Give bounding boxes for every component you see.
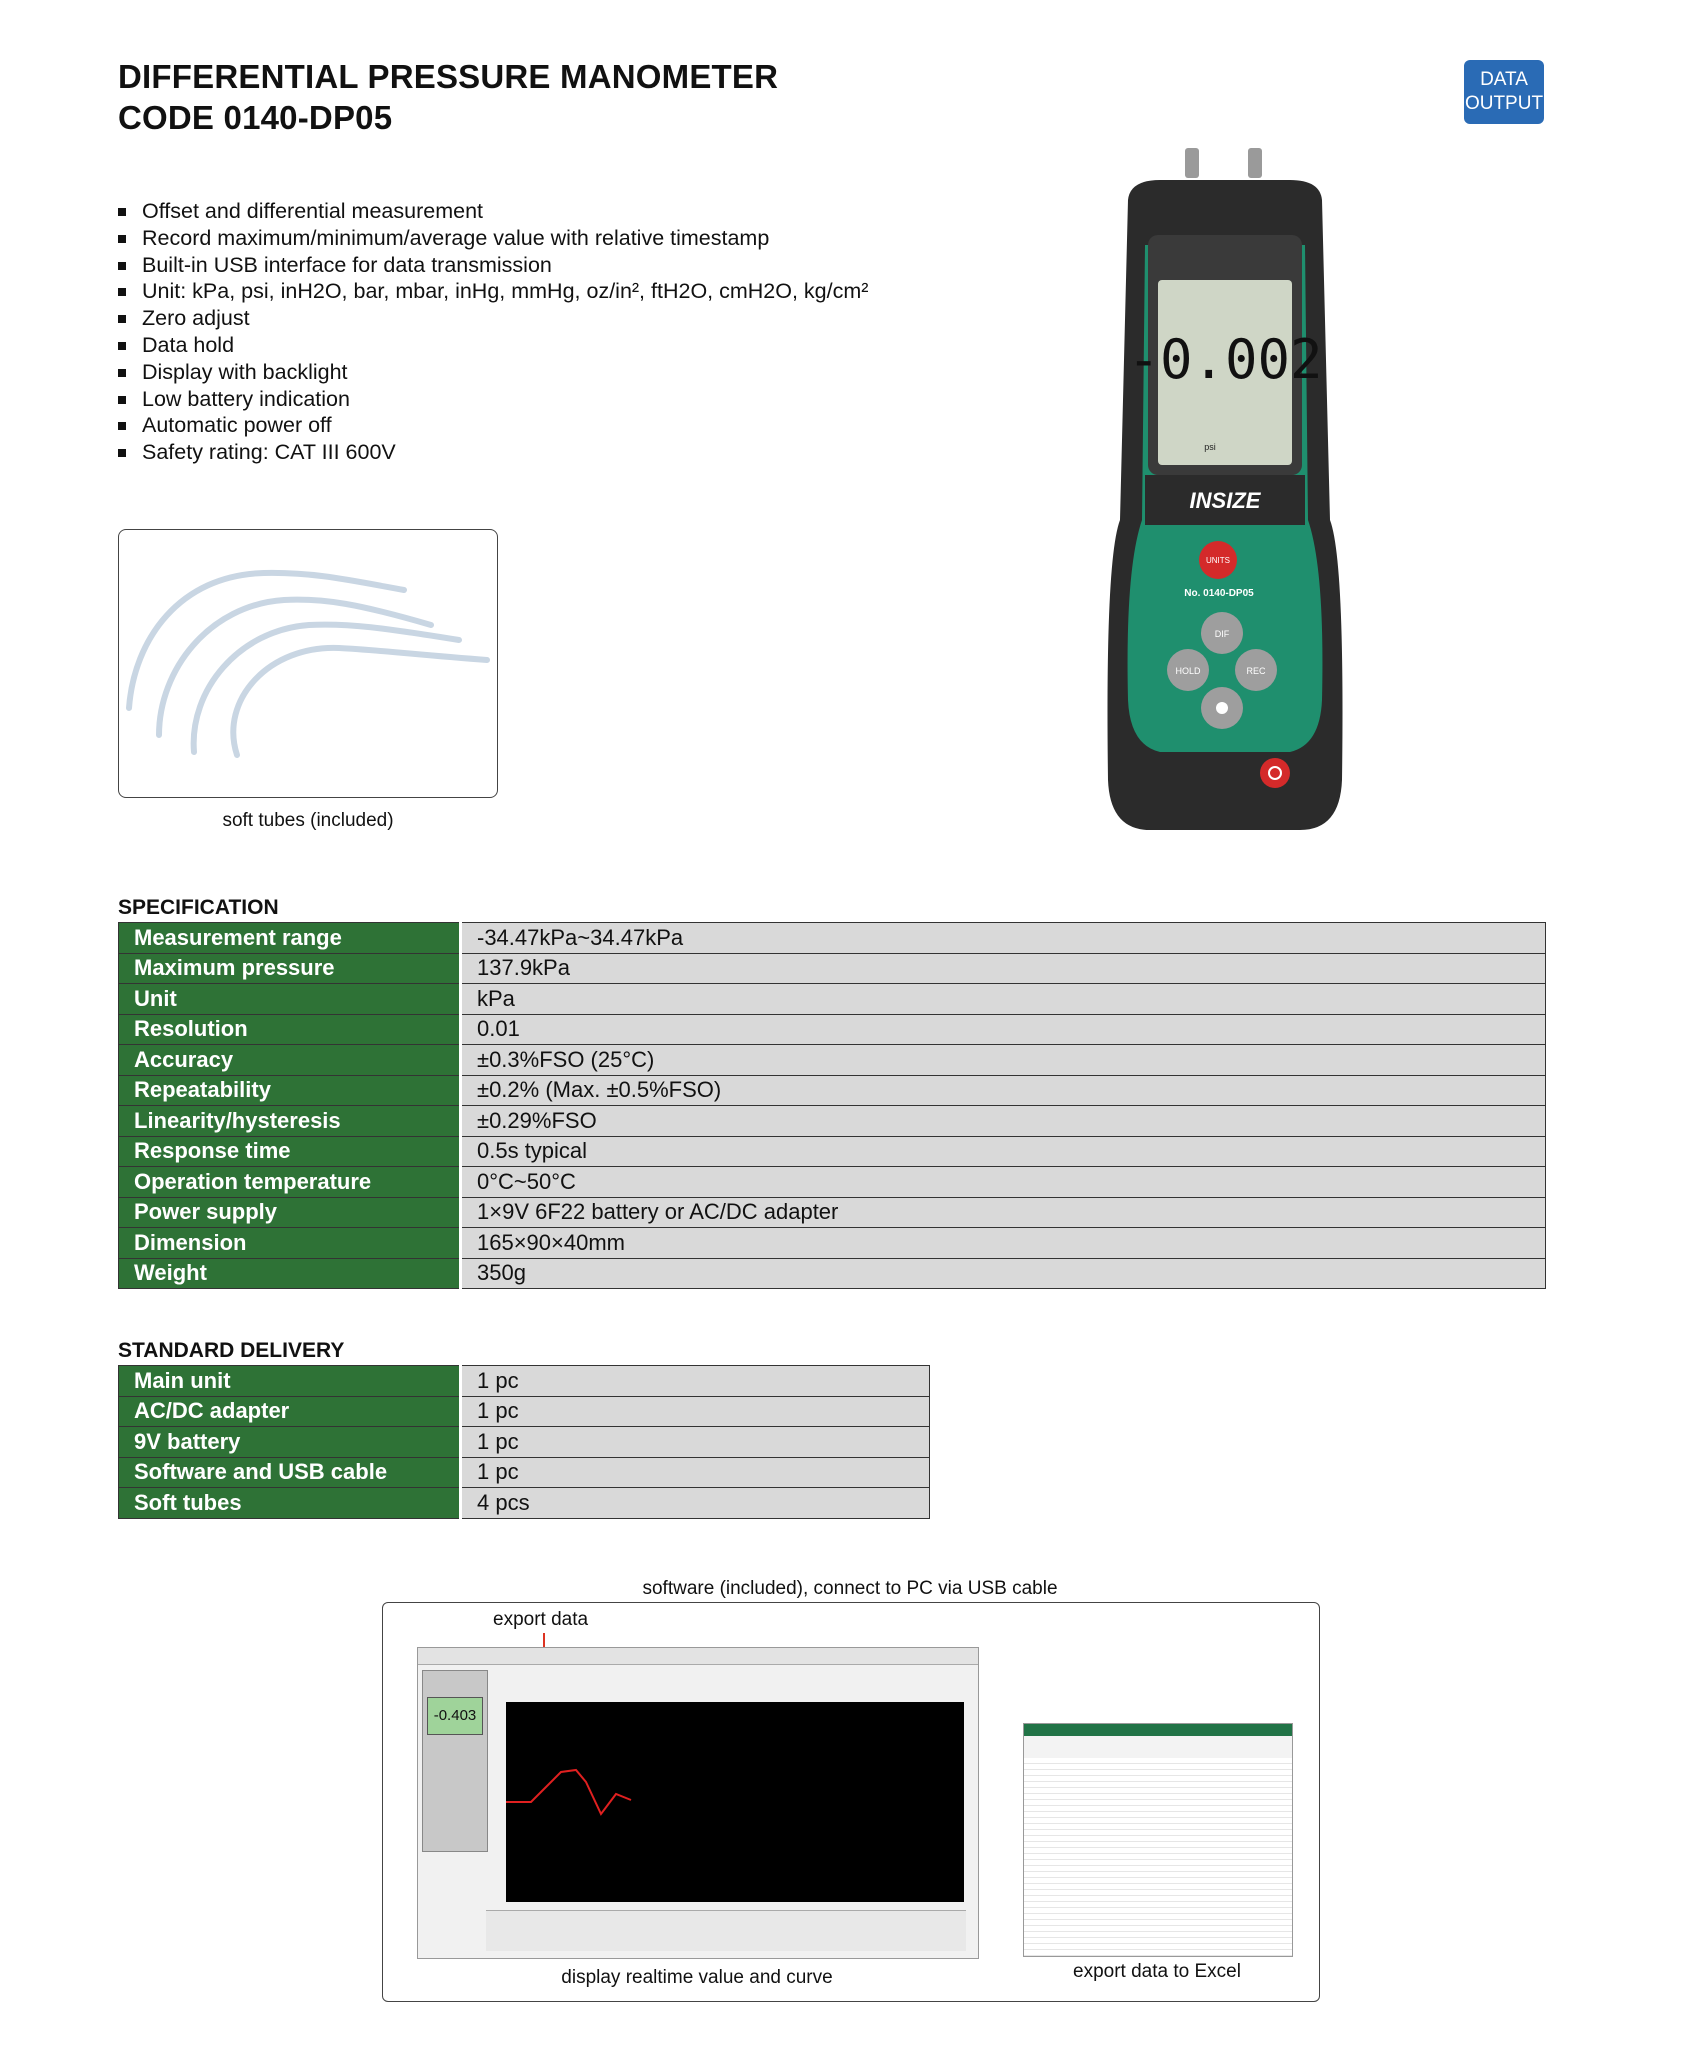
spec-value: ±0.2% (Max. ±0.5%FSO) [461, 1075, 1546, 1106]
spec-value: 350g [461, 1258, 1546, 1289]
hold-button-label: HOLD [1175, 666, 1201, 676]
spec-label: Accuracy [119, 1045, 461, 1076]
spec-value: 0.5s typical [461, 1136, 1546, 1167]
spec-label: Dimension [119, 1228, 461, 1259]
software-bottom-panel [486, 1910, 966, 1951]
excel-caption: export data to Excel [1073, 1961, 1241, 1982]
feature-item: Safety rating: CAT III 600V [118, 439, 868, 466]
software-titlebar [418, 1648, 978, 1665]
excel-titlebar [1024, 1724, 1292, 1736]
table-row [119, 984, 1546, 1015]
delivery-heading: STANDARD DELIVERY [118, 1339, 345, 1362]
realtime-curve [506, 1702, 964, 1902]
software-caption: display realtime value and curve [561, 1967, 833, 1988]
table-row [119, 1075, 1546, 1106]
rec-button-label: REC [1246, 666, 1266, 676]
spec-label: Operation temperature [119, 1167, 461, 1198]
feature-item: Built-in USB interface for data transmission [118, 252, 868, 279]
delivery-label: 9V battery [119, 1427, 461, 1458]
delivery-value: 1 pc [461, 1427, 930, 1458]
spec-value: ±0.3%FSO (25°C) [461, 1045, 1546, 1076]
spec-label: Response time [119, 1136, 461, 1167]
spec-value: -34.47kPa~34.47kPa [461, 923, 1546, 954]
delivery-value: 1 pc [461, 1396, 930, 1427]
title-line-1: DIFFERENTIAL PRESSURE MANOMETER [118, 58, 779, 95]
spec-value: 0°C~50°C [461, 1167, 1546, 1198]
excel-window [1023, 1723, 1293, 1957]
spec-label: Weight [119, 1258, 461, 1289]
table-row [119, 953, 1546, 984]
delivery-value: 4 pcs [461, 1488, 930, 1519]
tubes-caption: soft tubes (included) [222, 810, 394, 831]
spec-label: Repeatability [119, 1075, 461, 1106]
device-display-unit: psi [1204, 442, 1216, 452]
badge-line-1: DATA [1480, 69, 1528, 90]
table-row [119, 1136, 1546, 1167]
feature-item: Zero adjust [118, 305, 868, 332]
feature-item: Unit: kPa, psi, inH2O, bar, mbar, inHg, mmHg, oz/in², ftH2O, cmH2O, kg/cm² [118, 278, 868, 305]
badge-line-2: OUTPUT [1464, 93, 1544, 114]
export-data-label: export data [493, 1609, 589, 1630]
spec-label: Measurement range [119, 923, 461, 954]
table-row [119, 1488, 930, 1519]
delivery-label: Software and USB cable [119, 1457, 461, 1488]
table-row [119, 1197, 1546, 1228]
excel-ribbon [1024, 1736, 1292, 1759]
table-row [119, 1366, 930, 1397]
delivery-label: Main unit [119, 1366, 461, 1397]
table-row [119, 1258, 1546, 1289]
delivery-value: 1 pc [461, 1366, 930, 1397]
page-title [118, 56, 778, 138]
table-row [119, 1167, 1546, 1198]
feature-item: Display with backlight [118, 359, 868, 386]
realtime-chart [506, 1702, 964, 1902]
delivery-label: AC/DC adapter [119, 1396, 461, 1427]
spec-value: ±0.29%FSO [461, 1106, 1546, 1137]
table-row [119, 1228, 1546, 1259]
spec-heading: SPECIFICATION [118, 896, 279, 919]
spec-value: 165×90×40mm [461, 1228, 1546, 1259]
software-heading: software (included), connect to PC via USB cable [642, 1578, 1058, 1599]
spec-value: kPa [461, 984, 1546, 1015]
spec-label: Linearity/hysteresis [119, 1106, 461, 1137]
tubes-illustration [119, 530, 497, 797]
brand-logo: INSIZE [1189, 488, 1261, 513]
table-row [119, 1014, 1546, 1045]
feature-item: Data hold [118, 332, 868, 359]
data-output-badge [1464, 60, 1544, 124]
spec-label: Maximum pressure [119, 953, 461, 984]
delivery-table [118, 1365, 930, 1519]
feature-item: Automatic power off [118, 412, 868, 439]
spec-label: Resolution [119, 1014, 461, 1045]
spec-label: Power supply [119, 1197, 461, 1228]
soft-tubes-image [118, 529, 498, 798]
table-row [119, 923, 1546, 954]
software-reading: -0.403 [427, 1697, 483, 1735]
feature-item: Offset and differential measurement [118, 198, 868, 225]
delivery-value: 1 pc [461, 1457, 930, 1488]
spec-value: 0.01 [461, 1014, 1546, 1045]
table-row [119, 1045, 1546, 1076]
device-display-value: -0.002 [1127, 328, 1323, 391]
table-row [119, 1427, 930, 1458]
software-window [417, 1647, 979, 1959]
feature-item: Low battery indication [118, 386, 868, 413]
table-row [119, 1106, 1546, 1137]
spec-table [118, 922, 1546, 1289]
software-screenshots [382, 1602, 1320, 2002]
device-model-label: No. 0140-DP05 [1184, 588, 1254, 599]
feature-item: Record maximum/minimum/average value with relative timestamp [118, 225, 868, 252]
manometer-device-image [1090, 140, 1360, 840]
dif-button-label: DIF [1214, 629, 1230, 639]
table-row [119, 1457, 930, 1488]
units-button-label: UNITS [1206, 556, 1230, 565]
spec-label: Unit [119, 984, 461, 1015]
excel-grid [1024, 1758, 1292, 1956]
title-line-2: CODE 0140-DP05 [118, 99, 393, 136]
spec-value: 137.9kPa [461, 953, 1546, 984]
table-row [119, 1396, 930, 1427]
spec-value: 1×9V 6F22 battery or AC/DC adapter [461, 1197, 1546, 1228]
feature-list [118, 198, 868, 466]
delivery-label: Soft tubes [119, 1488, 461, 1519]
software-side-panel [422, 1670, 488, 1852]
